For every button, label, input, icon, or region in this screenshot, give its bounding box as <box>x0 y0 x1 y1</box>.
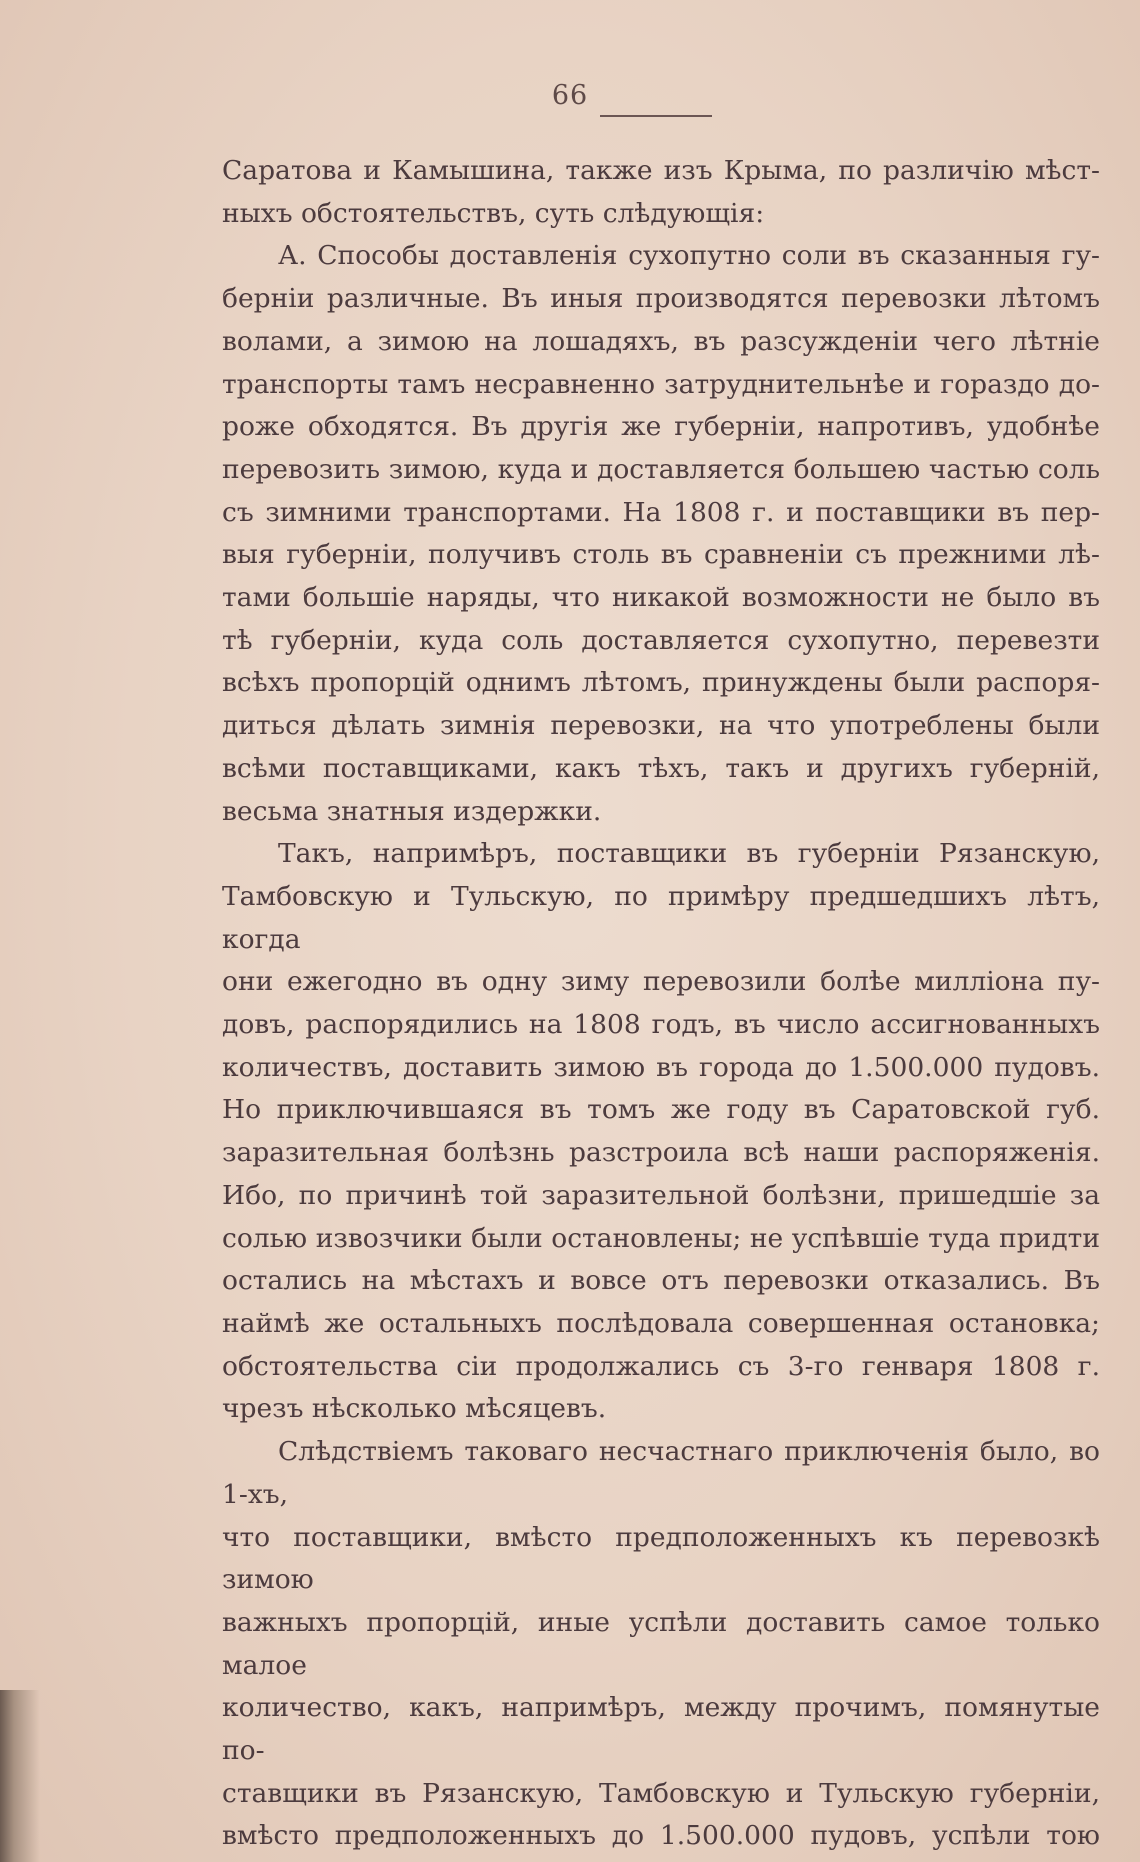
text-line: тами большіе наряды, что никакой возможности не было въ <box>222 582 1100 614</box>
text-line: всѣми поставщиками, какъ тѣхъ, такъ и другихъ губерній, <box>222 752 1100 784</box>
text-line: обстоятельства сіи продолжались съ 3-го генваря 1808 г. <box>222 1350 1100 1382</box>
text-line: ставщики въ Рязанскую, Тамбовскую и Тульскую губерніи, <box>222 1777 1100 1809</box>
text-line: наймѣ же остальныхъ послѣдовала совершенная остановка; <box>222 1307 1100 1339</box>
text-line: вмѣсто предположенныхъ до 1.500.000 пудовъ, успѣли тою <box>222 1820 1100 1852</box>
text-line: всѣхъ пропорцій однимъ лѣтомъ, принуждены были распоря- <box>222 667 1100 699</box>
text-line: Саратова и Камышина, также изъ Крыма, по различію мѣст- <box>222 155 1100 186</box>
text-line: Такъ, напримѣръ, поставщики въ губерніи Рязанскую, <box>278 838 1100 870</box>
text-line: выя губерніи, получивъ столь въ сравненіи съ прежними лѣ- <box>222 539 1100 571</box>
text-line: остались на мѣстахъ и вовсе отъ перевозки отказались. Въ <box>222 1265 1100 1297</box>
text-line: Тамбовскую и Тульскую, по примѣру предшедшихъ лѣтъ, когда <box>222 880 1100 955</box>
text-line: диться дѣлать зимнія перевозки, на что употреблены были <box>222 710 1100 742</box>
text-line: важныхъ пропорцій, иные успѣли доставить самое только малое <box>222 1606 1100 1681</box>
text-line: довъ, распорядились на 1808 годъ, въ число ассигнованныхъ <box>222 1009 1100 1041</box>
text-line: Ибо, по причинѣ той заразительной болѣзни, пришедшіе за <box>222 1179 1100 1211</box>
text-line: что поставщики, вмѣсто предположенныхъ къ перевозкѣ зимою <box>222 1521 1100 1596</box>
text-line: солью извозчики были остановлены; не успѣвшіе туда придти <box>222 1222 1100 1254</box>
text-line: роже обходятся. Въ другія же губерніи, напротивъ, удобнѣе <box>222 411 1100 443</box>
text-line: заразительная болѣзнь разстроила всѣ наши распоряженія. <box>222 1137 1100 1169</box>
text-line: перевозить зимою, куда и доставляется большею частью соль <box>222 453 1100 485</box>
text-line: берніи различные. Въ иныя производятся перевозки лѣтомъ <box>222 283 1100 315</box>
body-text <box>222 150 1100 1858</box>
text-line: съ зимними транспортами. На 1808 г. и поставщики въ пер- <box>222 496 1100 528</box>
page-number: 66 <box>551 80 589 111</box>
text-line: количество, какъ, напримѣръ, между прочимъ, помянутые по- <box>222 1692 1100 1767</box>
text-line: волами, а зимою на лошадяхъ, въ разсужденіи чего лѣтніе <box>222 325 1100 357</box>
text-line: весьма знатныя издержки. <box>222 795 602 827</box>
text-line: Но приключившаяся въ томъ же году въ Саратовской губ. <box>222 1094 1100 1126</box>
text-line: Слѣдствіемъ таковаго несчастнаго приключенія было, во 1-хъ, <box>222 1436 1100 1510</box>
text-line: количествъ, доставить зимою въ города до 1.500.000 пудовъ. <box>222 1051 1100 1083</box>
text-line: тѣ губерніи, куда соль доставляется сухопутно, перевезти <box>222 624 1100 656</box>
page-edge-shadow <box>0 1690 40 1862</box>
text-line: они ежегодно въ одну зиму перевозили болѣе милліона пу- <box>222 966 1100 998</box>
text-line: чрезъ нѣсколько мѣсяцевъ. <box>222 1393 607 1425</box>
text-line: ныхъ обстоятельствъ, суть слѣдующія: <box>222 197 765 229</box>
page-number-rule <box>600 115 712 117</box>
text-line: А. Способы доставленія сухопутно соли въ сказанныя гу- <box>278 240 1100 272</box>
text-line: транспорты тамъ несравненно затруднительнѣе и гораздо до- <box>222 368 1100 400</box>
